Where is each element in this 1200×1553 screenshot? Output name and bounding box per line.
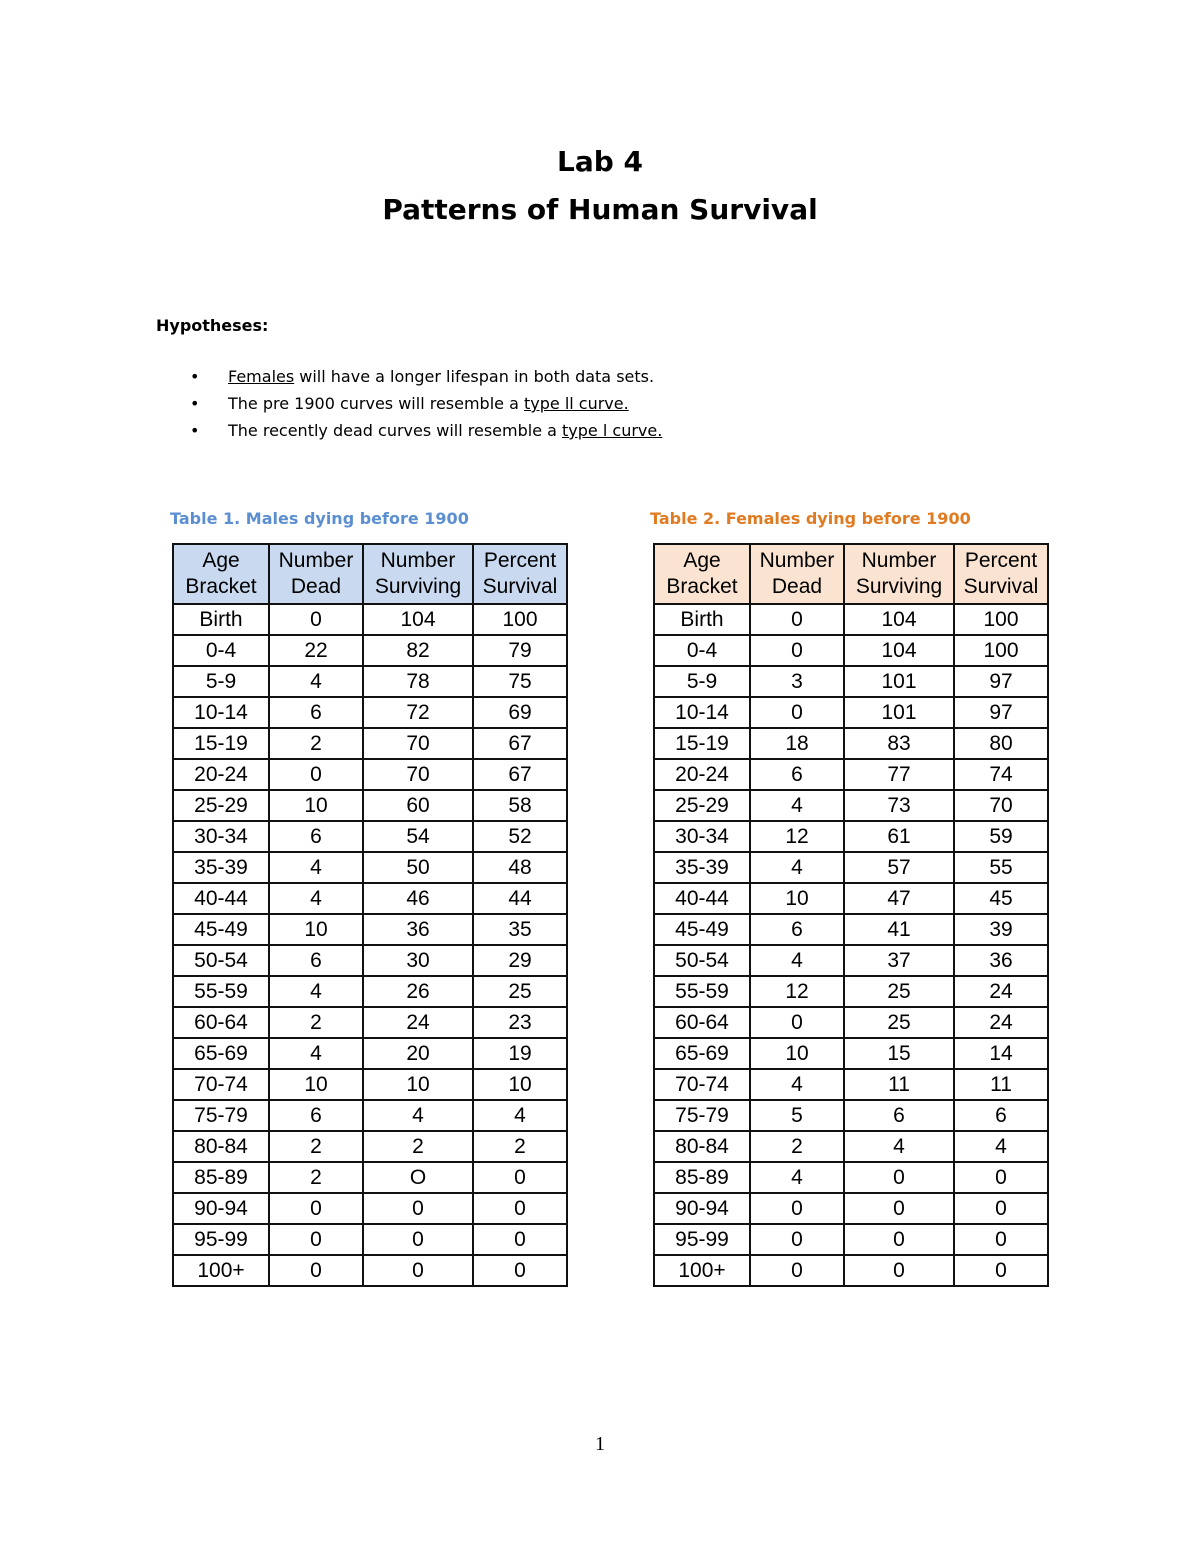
table-cell: 36 bbox=[954, 945, 1048, 976]
table-cell: 72 bbox=[363, 697, 473, 728]
table-cell: 4 bbox=[269, 1038, 363, 1069]
table-row bbox=[173, 666, 567, 697]
table-cell: 6 bbox=[954, 1100, 1048, 1131]
lab-title: Lab 4 bbox=[556, 145, 643, 178]
table-cell: 6 bbox=[269, 697, 363, 728]
table-cell: 0 bbox=[269, 759, 363, 790]
table-cell: 2 bbox=[269, 728, 363, 759]
table-cell: 69 bbox=[473, 697, 567, 728]
hypothesis-underlined: type l curve. bbox=[562, 421, 663, 440]
table-cell: 0 bbox=[363, 1255, 473, 1286]
table-cell: 11 bbox=[844, 1069, 954, 1100]
column-header: Percent Survival bbox=[954, 544, 1048, 604]
table-row bbox=[654, 635, 1048, 666]
table-row bbox=[173, 852, 567, 883]
table-cell: 5 bbox=[750, 1100, 844, 1131]
table-cell: 0 bbox=[844, 1255, 954, 1286]
table-cell: 58 bbox=[473, 790, 567, 821]
table-cell: 25-29 bbox=[654, 790, 750, 821]
table-cell: 15 bbox=[844, 1038, 954, 1069]
table-cell: 0 bbox=[473, 1162, 567, 1193]
table-row bbox=[173, 759, 567, 790]
table-cell: 70 bbox=[363, 759, 473, 790]
table-cell: 10 bbox=[269, 790, 363, 821]
table-cell: 46 bbox=[363, 883, 473, 914]
table-cell: 10 bbox=[473, 1069, 567, 1100]
table-cell: 4 bbox=[269, 666, 363, 697]
table-row bbox=[654, 1131, 1048, 1162]
table-cell: 78 bbox=[363, 666, 473, 697]
females-survival-table bbox=[653, 543, 1049, 1287]
table-row bbox=[654, 1224, 1048, 1255]
table-cell: 45 bbox=[954, 883, 1048, 914]
table-cell: 2 bbox=[473, 1131, 567, 1162]
table-cell: 0 bbox=[954, 1224, 1048, 1255]
table-cell: 2 bbox=[269, 1131, 363, 1162]
hypothesis-item bbox=[190, 417, 662, 444]
hypothesis-item bbox=[190, 363, 662, 390]
table-cell: 100 bbox=[954, 604, 1048, 635]
table-cell: 70-74 bbox=[173, 1069, 269, 1100]
hypothesis-text: will have a longer lifespan in both data sets. bbox=[294, 367, 655, 386]
table-cell: 20-24 bbox=[654, 759, 750, 790]
table-row bbox=[173, 1069, 567, 1100]
table-cell: 0 bbox=[844, 1193, 954, 1224]
table-cell: 41 bbox=[844, 914, 954, 945]
table-row bbox=[173, 697, 567, 728]
table-cell: 6 bbox=[750, 914, 844, 945]
table-cell: 20 bbox=[363, 1038, 473, 1069]
table-row bbox=[654, 759, 1048, 790]
table-cell: 101 bbox=[844, 697, 954, 728]
table-cell: 95-99 bbox=[654, 1224, 750, 1255]
table-cell: 54 bbox=[363, 821, 473, 852]
table-cell: 3 bbox=[750, 666, 844, 697]
column-header: Number Dead bbox=[750, 544, 844, 604]
table-cell: 0 bbox=[473, 1255, 567, 1286]
table-cell: 104 bbox=[844, 604, 954, 635]
table-cell: 0 bbox=[269, 1193, 363, 1224]
table-cell: 15-19 bbox=[173, 728, 269, 759]
table-row bbox=[654, 1100, 1048, 1131]
table-cell: 24 bbox=[363, 1007, 473, 1038]
table-row bbox=[173, 635, 567, 666]
table-cell: 10 bbox=[269, 914, 363, 945]
table-cell: 60 bbox=[363, 790, 473, 821]
table-cell: 44 bbox=[473, 883, 567, 914]
table-row bbox=[654, 604, 1048, 635]
table2-caption: Table 2. Females dying before 1900 bbox=[650, 509, 971, 528]
table-cell: 2 bbox=[269, 1007, 363, 1038]
hypothesis-text: The recently dead curves will resemble a bbox=[228, 421, 563, 440]
table-cell: 2 bbox=[269, 1162, 363, 1193]
table-cell: 10 bbox=[750, 883, 844, 914]
table-cell: 22 bbox=[269, 635, 363, 666]
table-row bbox=[654, 852, 1048, 883]
table-cell: 60-64 bbox=[654, 1007, 750, 1038]
table-cell: 35-39 bbox=[654, 852, 750, 883]
table-row bbox=[173, 1131, 567, 1162]
table-cell: 70-74 bbox=[654, 1069, 750, 1100]
table-cell: 55-59 bbox=[173, 976, 269, 1007]
table-row bbox=[654, 821, 1048, 852]
table-row bbox=[654, 945, 1048, 976]
table-cell: 36 bbox=[363, 914, 473, 945]
table-row bbox=[654, 1038, 1048, 1069]
table-cell: 0 bbox=[750, 1255, 844, 1286]
table-cell: 0 bbox=[473, 1224, 567, 1255]
table-cell: 67 bbox=[473, 759, 567, 790]
table-row bbox=[654, 1162, 1048, 1193]
table-cell: 4 bbox=[269, 976, 363, 1007]
table-cell: 6 bbox=[844, 1100, 954, 1131]
table-cell: 0-4 bbox=[173, 635, 269, 666]
table-cell: 0 bbox=[954, 1193, 1048, 1224]
page-number: 1 bbox=[595, 1433, 605, 1455]
table-cell: 75 bbox=[473, 666, 567, 697]
table-row bbox=[173, 604, 567, 635]
table-cell: 65-69 bbox=[654, 1038, 750, 1069]
table-cell: 25 bbox=[844, 976, 954, 1007]
table-cell: 0 bbox=[750, 635, 844, 666]
table-cell: 26 bbox=[363, 976, 473, 1007]
table-cell: 0 bbox=[844, 1224, 954, 1255]
table-cell: 50 bbox=[363, 852, 473, 883]
table-cell: 30-34 bbox=[173, 821, 269, 852]
table-row bbox=[173, 821, 567, 852]
table-row bbox=[654, 728, 1048, 759]
table-cell: 80-84 bbox=[173, 1131, 269, 1162]
table-cell: 15-19 bbox=[654, 728, 750, 759]
table-cell: 4 bbox=[750, 1162, 844, 1193]
table-cell: 4 bbox=[269, 883, 363, 914]
table-row bbox=[173, 790, 567, 821]
table-cell: 100 bbox=[954, 635, 1048, 666]
table-row bbox=[173, 914, 567, 945]
table-row bbox=[654, 1255, 1048, 1286]
table-cell: 4 bbox=[473, 1100, 567, 1131]
table-cell: 82 bbox=[363, 635, 473, 666]
table-cell: 2 bbox=[363, 1131, 473, 1162]
table-row bbox=[654, 914, 1048, 945]
table-cell: 90-94 bbox=[654, 1193, 750, 1224]
table-row bbox=[173, 1100, 567, 1131]
table-cell: 0 bbox=[363, 1224, 473, 1255]
table-cell: 104 bbox=[363, 604, 473, 635]
table-cell: 4 bbox=[954, 1131, 1048, 1162]
bullet-icon: • bbox=[190, 421, 200, 440]
table-row bbox=[654, 1193, 1048, 1224]
column-header: Age Bracket bbox=[654, 544, 750, 604]
hypothesis-item bbox=[190, 390, 662, 417]
table-cell: 10-14 bbox=[173, 697, 269, 728]
table-cell: 6 bbox=[269, 945, 363, 976]
table-cell: 90-94 bbox=[173, 1193, 269, 1224]
table-cell: 0 bbox=[473, 1193, 567, 1224]
table-cell: 5-9 bbox=[654, 666, 750, 697]
table-cell: 4 bbox=[750, 1069, 844, 1100]
table-cell: 100+ bbox=[654, 1255, 750, 1286]
column-header: Number Dead bbox=[269, 544, 363, 604]
table-cell: O bbox=[363, 1162, 473, 1193]
males-survival-table bbox=[172, 543, 568, 1287]
hypotheses-heading: Hypotheses: bbox=[156, 316, 269, 335]
column-header: Age Bracket bbox=[173, 544, 269, 604]
table-cell: 75-79 bbox=[173, 1100, 269, 1131]
table-row bbox=[654, 790, 1048, 821]
table-cell: 39 bbox=[954, 914, 1048, 945]
table-cell: 70 bbox=[363, 728, 473, 759]
table-row bbox=[654, 697, 1048, 728]
table-cell: 59 bbox=[954, 821, 1048, 852]
table-cell: 0 bbox=[750, 1224, 844, 1255]
table-cell: 14 bbox=[954, 1038, 1048, 1069]
table-cell: 97 bbox=[954, 697, 1048, 728]
table-cell: 75-79 bbox=[654, 1100, 750, 1131]
table-cell: 95-99 bbox=[173, 1224, 269, 1255]
table-cell: 0 bbox=[363, 1193, 473, 1224]
table-cell: 35 bbox=[473, 914, 567, 945]
hypothesis-underlined: Females bbox=[228, 367, 295, 386]
table-cell: 40-44 bbox=[173, 883, 269, 914]
table-row bbox=[173, 1255, 567, 1286]
table-cell: 18 bbox=[750, 728, 844, 759]
bullet-icon: • bbox=[190, 367, 200, 386]
table-row bbox=[173, 1224, 567, 1255]
table-cell: 79 bbox=[473, 635, 567, 666]
table-row bbox=[173, 1007, 567, 1038]
table-cell: 37 bbox=[844, 945, 954, 976]
table-cell: 85-89 bbox=[173, 1162, 269, 1193]
table-cell: 11 bbox=[954, 1069, 1048, 1100]
hypothesis-underlined: type ll curve. bbox=[523, 394, 629, 413]
table-row bbox=[173, 883, 567, 914]
table-cell: 10-14 bbox=[654, 697, 750, 728]
table-cell: 4 bbox=[750, 852, 844, 883]
table-cell: 83 bbox=[844, 728, 954, 759]
table-cell: 6 bbox=[269, 1100, 363, 1131]
table-cell: 24 bbox=[954, 976, 1048, 1007]
table-cell: 80-84 bbox=[654, 1131, 750, 1162]
table-row bbox=[173, 1162, 567, 1193]
table-cell: 0 bbox=[750, 697, 844, 728]
bullet-icon: • bbox=[190, 394, 200, 413]
table-cell: 45-49 bbox=[173, 914, 269, 945]
table-cell: 4 bbox=[750, 945, 844, 976]
table-cell: 60-64 bbox=[173, 1007, 269, 1038]
table-row bbox=[654, 1007, 1048, 1038]
table-cell: 101 bbox=[844, 666, 954, 697]
table-cell: 0 bbox=[750, 1007, 844, 1038]
hypothesis-text: The pre 1900 curves will resemble a bbox=[228, 394, 524, 413]
table-cell: 0 bbox=[954, 1162, 1048, 1193]
table-cell: 48 bbox=[473, 852, 567, 883]
table-row bbox=[173, 976, 567, 1007]
column-header: Number Surviving bbox=[363, 544, 473, 604]
table-row bbox=[173, 728, 567, 759]
table-cell: 6 bbox=[750, 759, 844, 790]
table-cell: 0-4 bbox=[654, 635, 750, 666]
table-row bbox=[654, 976, 1048, 1007]
table-cell: 104 bbox=[844, 635, 954, 666]
table-cell: 23 bbox=[473, 1007, 567, 1038]
table-cell: 61 bbox=[844, 821, 954, 852]
table-cell: 12 bbox=[750, 976, 844, 1007]
table-cell: 77 bbox=[844, 759, 954, 790]
table-cell: 20-24 bbox=[173, 759, 269, 790]
table-cell: 47 bbox=[844, 883, 954, 914]
table-cell: 74 bbox=[954, 759, 1048, 790]
table-cell: 25 bbox=[473, 976, 567, 1007]
table-cell: 0 bbox=[954, 1255, 1048, 1286]
table-cell: 100+ bbox=[173, 1255, 269, 1286]
table-cell: 40-44 bbox=[654, 883, 750, 914]
table-cell: 50-54 bbox=[173, 945, 269, 976]
hypotheses-list bbox=[190, 363, 662, 444]
table-cell: 25-29 bbox=[173, 790, 269, 821]
table-cell: 30 bbox=[363, 945, 473, 976]
table-cell: 4 bbox=[363, 1100, 473, 1131]
table-cell: 12 bbox=[750, 821, 844, 852]
table-cell: 52 bbox=[473, 821, 567, 852]
table-cell: 10 bbox=[750, 1038, 844, 1069]
table-row bbox=[654, 666, 1048, 697]
table-cell: 10 bbox=[269, 1069, 363, 1100]
table-cell: 50-54 bbox=[654, 945, 750, 976]
table-cell: Birth bbox=[173, 604, 269, 635]
table-cell: 0 bbox=[269, 604, 363, 635]
table-cell: 73 bbox=[844, 790, 954, 821]
table-cell: Birth bbox=[654, 604, 750, 635]
table-cell: 80 bbox=[954, 728, 1048, 759]
table-cell: 0 bbox=[269, 1224, 363, 1255]
lab-subtitle: Patterns of Human Survival bbox=[382, 193, 818, 226]
table1-caption: Table 1. Males dying before 1900 bbox=[170, 509, 469, 528]
table-cell: 57 bbox=[844, 852, 954, 883]
table-cell: 85-89 bbox=[654, 1162, 750, 1193]
column-header: Number Surviving bbox=[844, 544, 954, 604]
table-cell: 97 bbox=[954, 666, 1048, 697]
table-cell: 0 bbox=[750, 604, 844, 635]
table-cell: 35-39 bbox=[173, 852, 269, 883]
table-cell: 4 bbox=[269, 852, 363, 883]
table-cell: 6 bbox=[269, 821, 363, 852]
table-cell: 45-49 bbox=[654, 914, 750, 945]
table-cell: 55-59 bbox=[654, 976, 750, 1007]
table-cell: 5-9 bbox=[173, 666, 269, 697]
table-cell: 4 bbox=[750, 790, 844, 821]
table-cell: 70 bbox=[954, 790, 1048, 821]
table-row bbox=[173, 1038, 567, 1069]
table-cell: 0 bbox=[750, 1193, 844, 1224]
table-cell: 2 bbox=[750, 1131, 844, 1162]
table-cell: 0 bbox=[844, 1162, 954, 1193]
table-cell: 19 bbox=[473, 1038, 567, 1069]
table-cell: 30-34 bbox=[654, 821, 750, 852]
table-cell: 25 bbox=[844, 1007, 954, 1038]
table-cell: 65-69 bbox=[173, 1038, 269, 1069]
table-row bbox=[173, 1193, 567, 1224]
table-cell: 24 bbox=[954, 1007, 1048, 1038]
column-header: Percent Survival bbox=[473, 544, 567, 604]
table-cell: 55 bbox=[954, 852, 1048, 883]
table-row bbox=[654, 1069, 1048, 1100]
table-cell: 10 bbox=[363, 1069, 473, 1100]
table-row bbox=[654, 883, 1048, 914]
table-cell: 4 bbox=[844, 1131, 954, 1162]
table-cell: 67 bbox=[473, 728, 567, 759]
table-cell: 100 bbox=[473, 604, 567, 635]
table-row bbox=[173, 945, 567, 976]
table-cell: 0 bbox=[269, 1255, 363, 1286]
table-cell: 29 bbox=[473, 945, 567, 976]
